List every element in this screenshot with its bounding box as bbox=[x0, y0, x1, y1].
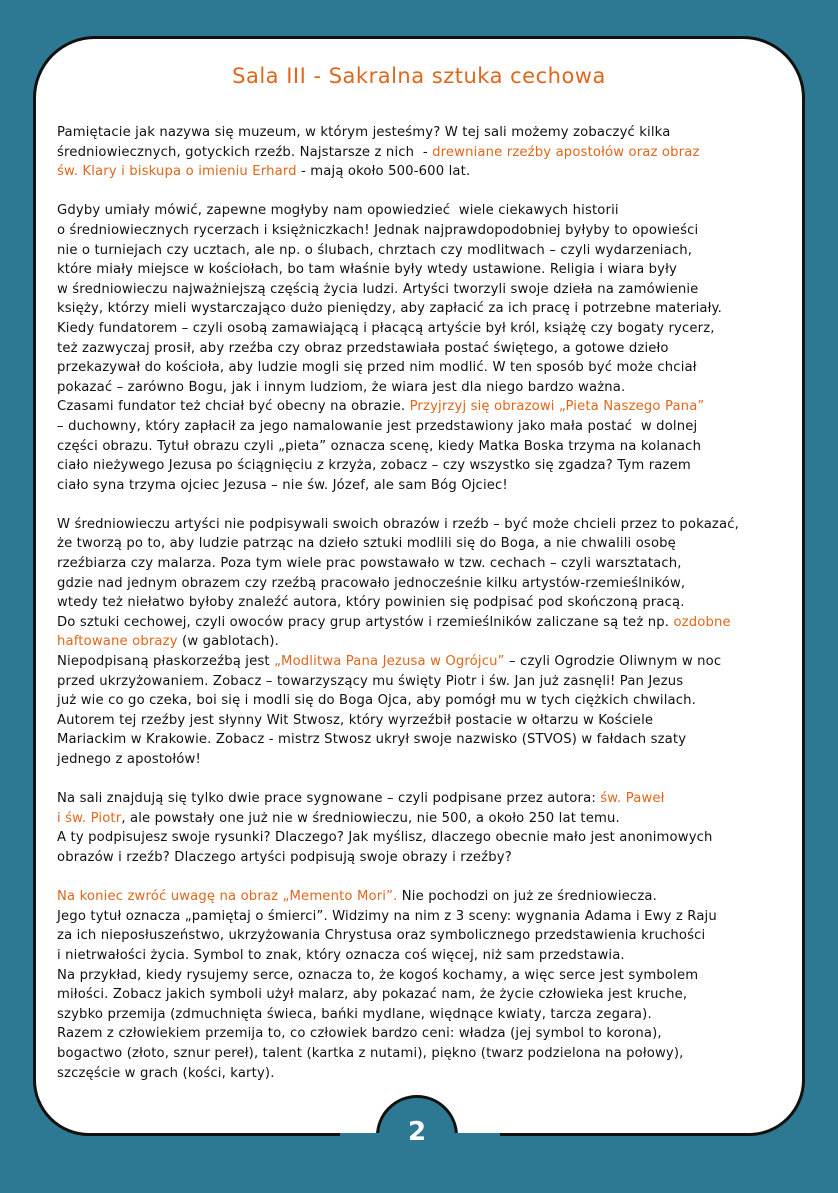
paragraph-gap bbox=[57, 770, 807, 790]
text-line bbox=[57, 711, 807, 731]
text-segment: Kiedy fundatorem – czyli osobą zamawiającą i płacącą artyście był król, książę czy bogaty rycerz, bbox=[57, 320, 715, 336]
text-segment: Jego tytuł oznacza „pamiętaj o śmierci”. Widzimy na nim z 3 sceny: wygnania Adama i Ewy z Raju bbox=[57, 908, 717, 924]
text-segment: że tworzą po to, aby ludzie patrząc na dzieło sztuki modlili się do Boga, a nie chwalili osobę bbox=[57, 536, 676, 552]
text-line bbox=[57, 809, 807, 829]
paragraph bbox=[57, 789, 807, 867]
text-line bbox=[57, 123, 807, 143]
paragraph bbox=[57, 515, 807, 770]
text-segment: przekazywał do kościoła, aby ludzie mogli się przed nim modlić. W ten sposób być może chciał bbox=[57, 360, 697, 376]
text-segment: Czasami fundator też chciał być obecny na obrazie. bbox=[57, 399, 410, 415]
text-line bbox=[57, 1044, 807, 1064]
text-line bbox=[57, 534, 807, 554]
text-line bbox=[57, 946, 807, 966]
text-line bbox=[57, 417, 807, 437]
text-segment: księży, którzy mieli wystarczająco dużo pieniędzy, aby zapłacić za ich pracę i potrzebne materiały. bbox=[57, 301, 722, 317]
text-segment: za ich nieposłuszeństwo, ukrzyżowania Chrystusa oraz symbolicznego przedstawienia kruchości bbox=[57, 928, 706, 944]
paragraph-gap bbox=[57, 495, 807, 515]
text-line bbox=[57, 632, 807, 652]
text-line bbox=[57, 260, 807, 280]
text-segment: – duchowny, który zapłacił za jego namalowanie jest przedstawiony jako mała postać w dolnej bbox=[57, 418, 698, 434]
text-segment: o średniowiecznych rycerzach i księżniczkach! Jednak najprawdopodobniej byłyby to opowieści bbox=[57, 222, 699, 238]
text-segment: już wie co go czeka, boi się i modli się do Boga Ojca, aby pomógł mu w tych ciężkich chwilach. bbox=[57, 693, 696, 709]
text-line bbox=[57, 750, 807, 770]
text-line bbox=[57, 926, 807, 946]
text-line bbox=[57, 691, 807, 711]
paragraph-gap bbox=[57, 182, 807, 202]
text-line bbox=[57, 358, 807, 378]
text-segment: A ty podpisujesz swoje rysunki? Dlaczego? Jak myślisz, dlaczego obecnie mało jest anonimowych bbox=[57, 830, 713, 846]
page-title: Sala III - Sakralna sztuka cechowa bbox=[232, 64, 606, 88]
text-line bbox=[57, 201, 807, 221]
text-segment: Na przykład, kiedy rysujemy serce, oznacza to, że kogoś kochamy, a więc serce jest symbolem bbox=[57, 967, 699, 983]
text-segment: Pamiętacie jak nazywa się muzeum, w którym jesteśmy? W tej sali możemy zobaczyć kilka bbox=[57, 125, 671, 140]
text-segment: Autorem tej rzeźby jest słynny Wit Stwosz, który wyrzeźbił postacie w ołtarzu w Kościele bbox=[57, 712, 654, 728]
text-segment: wtedy też niełatwo byłoby znaleźć autora, który powinien się podpisać pod skończoną pracą. bbox=[57, 595, 685, 611]
text-line bbox=[57, 652, 807, 672]
text-line bbox=[57, 848, 807, 868]
text-line bbox=[57, 1024, 807, 1044]
highlighted-text: drewniane rzeźby apostołów oraz obraz bbox=[432, 144, 700, 160]
text-line bbox=[57, 907, 807, 927]
text-segment: - mają około 500-600 lat. bbox=[296, 164, 471, 180]
text-segment: pokazać – zarówno Bogu, jak i innym ludziom, że wiara jest dla niego bardzo ważna. bbox=[57, 379, 626, 395]
text-line bbox=[57, 515, 807, 535]
text-segment: – czyli Ogrodzie Oliwnym w noc bbox=[504, 654, 722, 670]
paragraph bbox=[57, 201, 807, 495]
text-segment: szybko przemija (zdmuchnięta świeca, bańki mydlane, więdnące kwiaty, tarcza zegara). bbox=[57, 1006, 652, 1022]
text-line bbox=[57, 319, 807, 339]
text-segment: i nietrwałości życia. Symbol to znak, który oznacza coś więcej, niż sam przedstawia. bbox=[57, 947, 625, 963]
text-segment: jednego z apostołów! bbox=[57, 752, 201, 767]
text-segment: Gdyby umiały mówić, zapewne mogłyby nam opowiedzieć wiele ciekawych historii bbox=[57, 203, 619, 219]
text-line bbox=[57, 1005, 807, 1025]
text-line bbox=[57, 437, 807, 457]
text-line bbox=[57, 966, 807, 986]
text-line bbox=[57, 280, 807, 300]
paragraph bbox=[57, 123, 807, 182]
text-line bbox=[57, 241, 807, 261]
text-line bbox=[57, 574, 807, 594]
text-segment: bogactwo (złoto, sznur pereł), talent (kartka z nutami), piękno (twarz podzielona na połowy), bbox=[57, 1045, 684, 1061]
highlighted-text: św. Paweł bbox=[600, 791, 665, 807]
text-segment: W średniowieczu artyści nie podpisywali swoich obrazów i rzeźb – być może chcieli przez to pokazać, bbox=[57, 516, 739, 532]
text-segment: obrazów i rzeźb? Dlaczego artyści podpisują swoje obrazy i rzeźby? bbox=[57, 849, 512, 865]
text-segment: Niepodpisaną płaskorzeźbą jest bbox=[57, 654, 275, 670]
text-line bbox=[57, 339, 807, 359]
paragraph-gap bbox=[57, 868, 807, 888]
text-line bbox=[57, 554, 807, 574]
page-number: 2 bbox=[407, 1117, 427, 1147]
text-line bbox=[57, 456, 807, 476]
text-segment: Do sztuki cechowej, czyli owoców pracy grup artystów i rzemieślników zaliczane są też np. bbox=[57, 614, 674, 630]
text-segment: części obrazu. Tytuł obrazu czyli „pieta” oznacza scenę, kiedy Matka Boska trzyma na kolanach bbox=[57, 438, 702, 454]
text-segment: rzeźbiarza czy malarza. Poza tym wiele prac powstawało w tzw. cechach – czyli warsztatach, bbox=[57, 556, 682, 572]
text-line bbox=[57, 789, 807, 809]
text-segment: średniowiecznych, gotyckich rzeźb. Najstarsze z nich - bbox=[57, 144, 433, 160]
text-segment: miłości. Zobacz jakich symboli użył malarz, aby pokazać nam, że życie człowieka jest kruche, bbox=[57, 987, 688, 1003]
text-line bbox=[57, 162, 807, 182]
text-line bbox=[57, 613, 807, 633]
highlighted-text: św. Klary i biskupa o imieniu Erhard bbox=[57, 164, 297, 180]
highlighted-text: haftowane obrazy bbox=[57, 634, 178, 650]
text-segment: gdzie nad jednym obrazem czy rzeźbą pracowało jednocześnie kilku artystów-rzemieślników, bbox=[57, 575, 686, 591]
text-segment: które miały miejsce w kościołach, bo tam właśnie były wtedy ustawione. Religia i wiara były bbox=[57, 262, 677, 278]
text-line bbox=[57, 672, 807, 692]
text-line bbox=[57, 299, 807, 319]
text-line bbox=[57, 828, 807, 848]
body-text bbox=[57, 123, 807, 1083]
text-segment: ciało syna trzyma ojciec Jezusa – nie św. Józef, ale sam Bóg Ojciec! bbox=[57, 477, 508, 493]
text-segment: (w gablotach). bbox=[177, 634, 280, 650]
highlighted-text: Przyjrzyj się obrazowi „Pieta Naszego Pana” bbox=[409, 399, 705, 415]
text-segment: Nie pochodzi on już ze średniowiecza. bbox=[397, 889, 657, 905]
paragraph bbox=[57, 887, 807, 1083]
text-line bbox=[57, 985, 807, 1005]
text-segment: szczęście w grach (kości, karty). bbox=[57, 1065, 275, 1081]
text-line bbox=[57, 378, 807, 398]
text-segment: ciało nieżywego Jezusa po ściągnięciu z krzyża, zobacz – czy wszystko się zgadza? Tym razem bbox=[57, 458, 691, 474]
highlighted-text: Na koniec zwróć uwagę na obraz „Memento Mori”. bbox=[57, 889, 398, 905]
text-segment: , ale powstały one już nie w średniowieczu, nie 500, a około 250 lat temu. bbox=[121, 810, 620, 826]
text-line bbox=[57, 397, 807, 417]
text-line bbox=[57, 593, 807, 613]
text-line bbox=[57, 1064, 807, 1084]
text-segment: Na sali znajdują się tylko dwie prace sygnowane – czyli podpisane przez autora: bbox=[57, 791, 601, 807]
text-segment: w średniowieczu najważniejszą częścią życia ludzi. Artyści tworzyli swoje dzieła na zamówienie bbox=[57, 281, 699, 297]
highlighted-text: ozdobne bbox=[673, 614, 731, 630]
text-line bbox=[57, 730, 807, 750]
text-segment: Razem z człowiekiem przemija to, co człowiek bardzo ceni: władza (jej symbol to korona), bbox=[57, 1026, 662, 1042]
text-segment: Mariackim w Krakowie. Zobacz - mistrz Stwosz ukrył swoje nazwisko (STVOS) w fałdach szaty bbox=[57, 732, 687, 748]
text-line bbox=[57, 221, 807, 241]
text-segment: przed ukrzyżowaniem. Zobacz – towarzyszący mu święty Piotr i św. Jan już zasnęli! Pan Jezus bbox=[57, 673, 684, 689]
text-segment: nie o turniejach czy ucztach, ale np. o ślubach, chrztach czy modlitwach – czyli wydarzeniach, bbox=[57, 242, 693, 258]
text-line bbox=[57, 476, 807, 496]
text-segment: też zazwyczaj prosił, aby rzeźba czy obraz przedstawiała postać świętego, a gotowe dzieło bbox=[57, 340, 669, 356]
text-line bbox=[57, 143, 807, 163]
text-line bbox=[57, 887, 807, 907]
highlighted-text: „Modlitwa Pana Jezusa w Ogrójcu” bbox=[274, 654, 505, 670]
highlighted-text: i św. Piotr bbox=[57, 810, 122, 826]
